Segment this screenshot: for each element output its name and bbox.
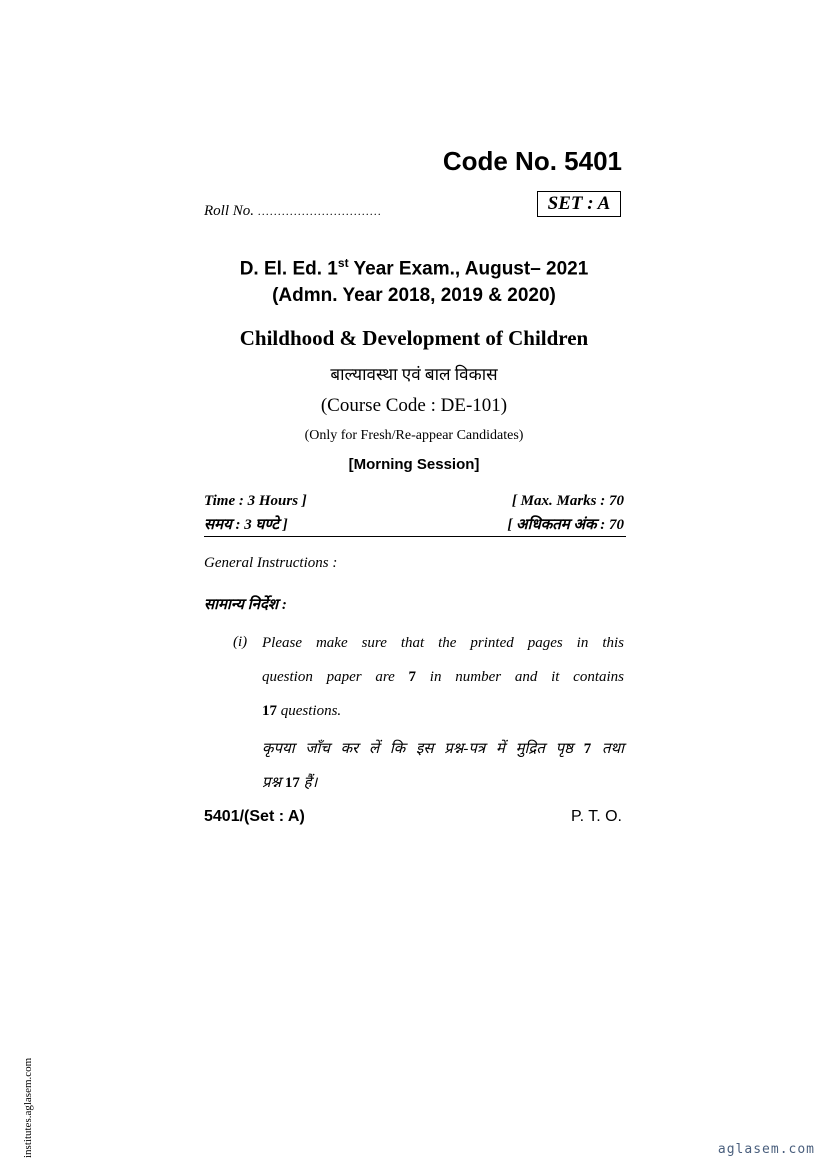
marks-en: [ Max. Marks : 70 bbox=[511, 493, 624, 509]
roll-dots: ............................... bbox=[257, 204, 382, 218]
admission-years: (Admn. Year 2018, 2019 & 2020) bbox=[272, 285, 556, 306]
instruction-line-3 bbox=[262, 694, 624, 728]
session-label: [Morning Session] bbox=[348, 456, 480, 473]
instruction-hindi-text: हैं। bbox=[299, 775, 318, 791]
general-instructions-heading-hindi: सामान्य निर्देश : bbox=[204, 597, 287, 613]
time-en: Time : 3 Hours ] bbox=[204, 493, 307, 509]
instruction-text: questions. bbox=[277, 703, 342, 719]
time-marks-row-en bbox=[204, 493, 624, 510]
exam-title-prefix: D. El. Ed. 1 bbox=[239, 258, 338, 280]
instruction-hindi-line-2 bbox=[262, 766, 624, 800]
marks-hi: [ अधिकतम अंक : 70 bbox=[507, 517, 624, 533]
question-count: 17 bbox=[262, 703, 277, 719]
subject-title: Childhood & Development of Children bbox=[239, 326, 589, 350]
instruction-number: (i) bbox=[233, 634, 248, 650]
instruction-hindi-text: कृपया जाँच कर लें कि इस प्रश्न-पत्र में मुद्रित पृष्ठ bbox=[262, 741, 584, 757]
set-badge: SET : A bbox=[537, 191, 621, 217]
side-url: institutes.aglasem.com bbox=[22, 1057, 34, 1158]
instruction-line-2 bbox=[262, 660, 624, 694]
code-number: Code No. 5401 bbox=[442, 146, 622, 176]
subject-title-hindi: बाल्यावस्था एवं बाल विकास bbox=[330, 365, 498, 384]
watermark: aglasem.com bbox=[717, 1142, 815, 1157]
footer-code: 5401/(Set : A) bbox=[204, 808, 305, 825]
exam-title-sup: st bbox=[337, 256, 349, 270]
footer-pto: P. T. O. bbox=[571, 808, 622, 825]
course-code: (Course Code : DE-101) bbox=[320, 395, 508, 416]
exam-title-suffix: Year Exam., August– 2021 bbox=[348, 258, 589, 280]
instruction-line-1: Please make sure that the printed pages in this bbox=[262, 635, 624, 651]
instruction-text: question paper are bbox=[262, 669, 409, 685]
time-hi: समय : 3 घण्टे ] bbox=[204, 517, 288, 533]
instruction-hindi-text: तथा bbox=[591, 741, 624, 757]
page-count: 7 bbox=[408, 669, 417, 685]
exam-title bbox=[204, 256, 624, 280]
page-count-hindi: 7 bbox=[583, 741, 592, 757]
general-instructions-heading: General Instructions : bbox=[204, 555, 338, 571]
divider-line bbox=[204, 536, 626, 537]
instruction-hindi-text: प्रश्न bbox=[262, 775, 285, 791]
question-count-hindi: 17 bbox=[284, 775, 300, 791]
roll-number-field bbox=[204, 203, 382, 220]
time-marks-row-hi bbox=[204, 514, 624, 534]
instruction-text: in number and it contains bbox=[416, 669, 624, 685]
instruction-hindi-line-1 bbox=[262, 732, 624, 766]
candidates-note: (Only for Fresh/Re-appear Candidates) bbox=[304, 428, 524, 443]
roll-label: Roll No. bbox=[204, 203, 255, 219]
